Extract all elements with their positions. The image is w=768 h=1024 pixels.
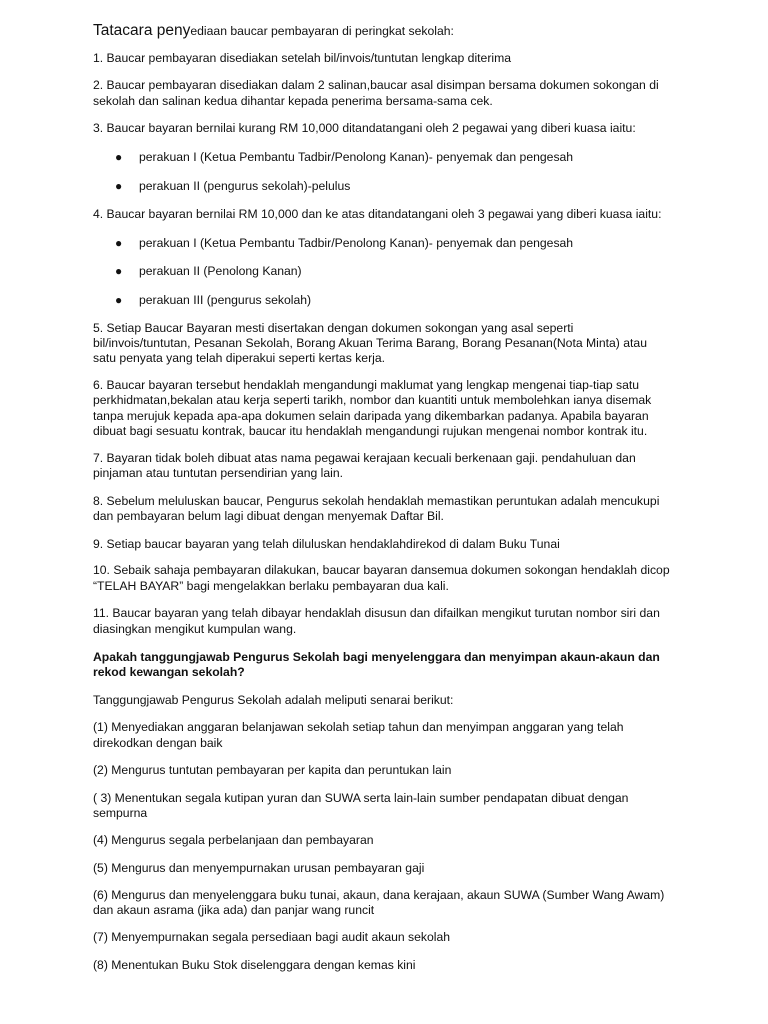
responsibility-1-line-2: direkodkan dengan baik <box>93 736 223 750</box>
title-rest: ediaan baucar pembayaran di peringkat sekolah: <box>190 24 454 38</box>
responsibility-8: (8) Menentukan Buku Stok diselenggara dengan kemas kini <box>93 958 416 972</box>
responsibility-2: (2) Mengurus tuntutan pembayaran per kapita dan peruntukan lain <box>93 763 452 777</box>
bullet-text: perakuan II (pengurus sekolah)-pelulus <box>139 179 351 193</box>
bullet-text: perakuan I (Ketua Pembantu Tadbir/Penolong Kanan)- penyemak dan pengesah <box>139 236 574 250</box>
paragraph-6-line-3: tanpa merujuk kepada apa-apa dokumen selain daripada yang dikembarkan padanya. Apabila bayaran <box>93 409 649 423</box>
responsibility-5: (5) Mengurus dan menyempurnakan urusan pembayaran gaji <box>93 861 425 875</box>
paragraph-6-line-1: 6. Baucar bayaran tersebut hendaklah mengandungi maklumat yang lengkap mengenai tiap-tiap satu <box>93 378 640 392</box>
paragraph-6-line-2: perkhidmatan,bekalan atau kerja seperti tarikh, nombor dan kuantiti untuk membolehkan ianya disemak <box>93 393 652 407</box>
paragraph-1: 1. Baucar pembayaran disediakan setelah bil/invois/tuntutan lengkap diterima <box>93 51 512 65</box>
paragraph-9: 9. Setiap baucar bayaran yang telah diluluskan hendaklahdirekod di dalam Buku Tunai <box>93 537 560 551</box>
bullet-text: perakuan III (pengurus sekolah) <box>139 293 312 307</box>
bullet-text: perakuan I (Ketua Pembantu Tadbir/Penolong Kanan)- penyemak dan pengesah <box>139 150 574 164</box>
responsibility-3-line-2: sempurna <box>93 806 148 820</box>
section-question-line-1: Apakah tanggungjawab Pengurus Sekolah bagi menyelenggara dan menyimpan akaun-akaun dan <box>93 650 660 664</box>
responsibilities-intro: Tanggungjawab Pengurus Sekolah adalah meliputi senarai berikut: <box>93 693 454 707</box>
responsibility-3-line-1: ( 3) Menentukan segala kutipan yuran dan SUWA serta lain-lain sumber pendapatan dibuat dengan <box>93 791 629 805</box>
paragraph-11-line-1: 11. Baucar bayaran yang telah dibayar hendaklah disusun dan difailkan mengikut turutan nombor siri dan <box>93 606 660 620</box>
paragraph-10-line-1: 10. Sebaik sahaja pembayaran dilakukan, baucar bayaran dansemua dokumen sokongan hendaklah dicop <box>93 563 670 577</box>
bullet-icon: ● <box>115 236 123 250</box>
bullet-icon: ● <box>115 293 123 307</box>
responsibility-4: (4) Mengurus segala perbelanjaan dan pembayaran <box>93 833 374 847</box>
paragraph-2-line-2: sekolah dan salinan kedua dihantar kepada penerima bersama-sama cek. <box>93 94 493 108</box>
responsibility-1-line-1: (1) Menyediakan anggaran belanjawan sekolah setiap tahun dan menyimpan anggaran yang telah <box>93 720 624 734</box>
section-question-line-2: rekod kewangan sekolah? <box>93 665 245 679</box>
paragraph-5-line-3: satu penyata yang telah diperakui seperti kertas kerja. <box>93 351 385 365</box>
bullet-icon: ● <box>115 179 123 193</box>
document-title <box>93 23 693 40</box>
paragraph-3: 3. Baucar bayaran bernilai kurang RM 10,000 ditandatangani oleh 2 pegawai yang diberi kuasa iaitu: <box>93 121 636 135</box>
paragraph-2-line-1: 2. Baucar pembayaran disediakan dalam 2 salinan,baucar asal disimpan bersama dokumen sokongan di <box>93 78 659 92</box>
bullet-icon: ● <box>115 150 123 164</box>
paragraph-5-line-1: 5. Setiap Baucar Bayaran mesti disertakan dengan dokumen sokongan yang asal seperti <box>93 321 574 335</box>
paragraph-10-line-2: “TELAH BAYAR” bagi mengelakkan berlaku pembayaran dua kali. <box>93 579 449 593</box>
paragraph-8-line-1: 8. Sebelum meluluskan baucar, Pengurus sekolah hendaklah memastikan peruntukan adalah mencukupi <box>93 494 660 508</box>
paragraph-7-line-2: pinjaman atau tuntutan persendirian yang lain. <box>93 466 344 480</box>
paragraph-5-line-2: bil/invois/tuntutan, Pesanan Sekolah, Borang Akuan Terima Barang, Borang Pesanan(Nota Minta) atau <box>93 336 647 350</box>
paragraph-11-line-2: diasingkan mengikut kumpulan wang. <box>93 622 297 636</box>
responsibility-7: (7) Menyempurnakan segala persediaan bagi audit akaun sekolah <box>93 930 451 944</box>
bullet-icon: ● <box>115 264 123 278</box>
responsibility-6-line-2: dan akaun asrama (jika ada) dan panjar wang runcit <box>93 903 375 917</box>
paragraph-6-line-4: dibuat bagi sesuatu kontrak, baucar itu hendaklah mengandungi rujukan mengenai nombor kontrak itu. <box>93 424 648 438</box>
paragraph-7-line-1: 7. Bayaran tidak boleh dibuat atas nama pegawai kerajaan kecuali berkenaan gaji. pendahuluan dan <box>93 451 636 465</box>
bullet-text: perakuan II (Penolong Kanan) <box>139 264 302 278</box>
paragraph-8-line-2: dan pembayaran belum lagi dibuat dengan menyemak Daftar Bil. <box>93 509 444 523</box>
title-lead: Tatacara peny <box>93 22 191 39</box>
responsibility-6-line-1: (6) Mengurus dan menyelenggara buku tunai, akaun, dana kerajaan, akaun SUWA (Sumber Wang Awam) <box>93 888 665 902</box>
paragraph-4: 4. Baucar bayaran bernilai RM 10,000 dan ke atas ditandatangani oleh 3 pegawai yang diberi kuasa iaitu: <box>93 207 662 221</box>
